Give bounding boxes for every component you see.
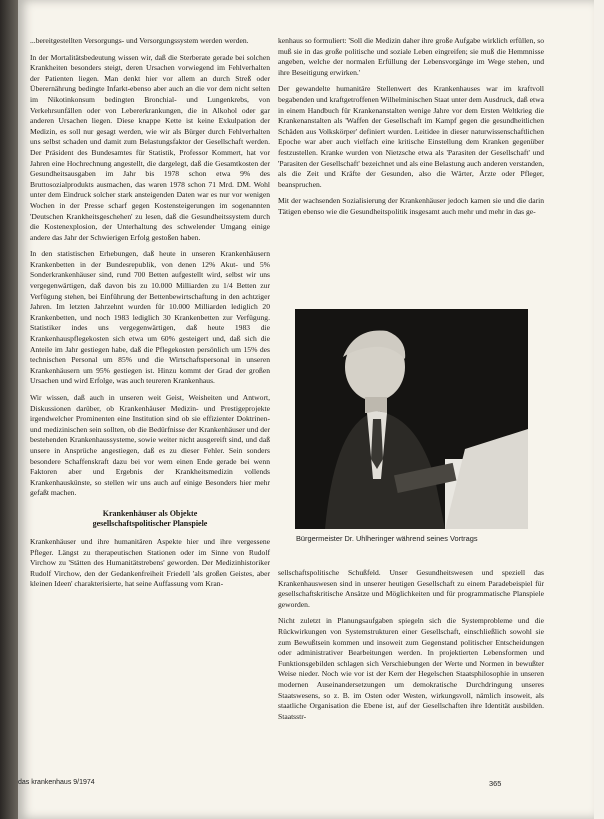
speaker-photo [295, 309, 528, 529]
section-heading-line-1: Krankenhäuser als Objekte [102, 508, 198, 518]
page-number: 365 [489, 779, 502, 788]
page-binding-edge [0, 0, 18, 819]
left-paragraph-4: Wir wissen, daß auch in unseren weit Geist, Weisheiten und Antwort, Diskussionen darüber, ob Krankenhäuser Medizin- und Prestigeprojekte irgendwelcher Prominenten eine Institution sind ob sie effizienter Doktrinen- und medizinischen sein sollten, ob die Bedürfnisse der Krankenhäuser und der bestehenden Krankenhaussysteme, sowie weiter nicht ausgereift sind, und daß unsere in Ansprüche angestiegen, daß es zu dieser Fehler. Sein sonders besondere Schaffenskraft dazu bei vor wem einen Ende gerade bei wenn Faktoren aber und Ergebnis der Krankheitsmedizin vollends Krankenhauskünste, so stellen wir uns auch auf einige Besonders hier mehr gefaßt machen. [30, 393, 270, 498]
section-heading [30, 509, 270, 529]
left-paragraph-3: In den statistischen Erhebungen, daß heute in unseren Krankenhäusern Krankenbetten in der Bundesrepublik, von denen 12% Akut- und 5% Sonderkrankenhäuser sind, rund 700 Betten aufgestellt wird, selbst wir uns vergegenwärtigen, daß davon bis zu 10.000 Milliarden zu 1/4 Betten zur Verfügung stehen, bei Einführung der Bettenbewirtschaftung in den achtziger Jahren. Im letzten Jahrzehnt wurden für 10.000 Milliarden lediglich 20 Krankenbetten, und noch 1983 lediglich 30 Krankenbetten zur Verfügung. Statistiker indes uns vergegenwärtigen, daß heute 1983 die Krankenhauspflegekosten sich etwa um 60% gesteigert und, daß sich die Anteile im Jahr gestiegen habe, daß die Pflegekosten persönlich um 15% des technischen Personal um 85% und die Wirtschaftspersonal in unseren Krankenhäusern um 95% gestiegen ist. Hinzu kommt der Grad der großen Ursachen und wird Erfolge, was auch teureren Krankenhaus. [30, 249, 270, 386]
right-column-upper [278, 36, 544, 224]
right-paragraph-1: kenhaus so formuliert: 'Soll die Medizin daher ihre große Aufgabe wirklich erfüllen, so muß sie in das große politische und soziale Leben eingreifen; sie muß die Hemmnisse angeben, welche der normalen Erfüllung der Lebensvorgänge im Wege stehen, und ihre Beseitigung erwirken.' [278, 36, 544, 77]
left-column [30, 36, 270, 596]
left-paragraph-5: Krankenhäuser und ihre humanitären Aspekte hier und ihre vergessene Pfleger. Längst zu therapeutischen Stationen oder im Sinne von Rudolf Virchow zu 'Stätten des Humanitätstrebens' geworden. Der Medizinhistoriker Rudolf Virchow, den der Gedankenfreiheit Friedell 'als großen Geistes, aber kleinen Ideen' charakterisierte, hat seine Auffassung vom Kran- [30, 536, 270, 589]
left-paragraph-1: ...bereitgestellten Versorgungs- und Versorgungssystem werden werden. [30, 36, 249, 45]
right-column-lower [278, 568, 544, 728]
journal-footer: das krankenhaus 9/1974 [18, 779, 95, 786]
section-heading-line-2: gesellschaftspolitischer Planspiele [92, 518, 208, 528]
photo-caption: Bürgermeister Dr. Uhlheringer während seines Vortrags [296, 534, 478, 543]
left-paragraph-2: In der Mortalitätsbedeutung wissen wir, daß die Sterberate gerade bei solchen Krankheiten besonders steigt, deren Ursachen vorwiegend im Fehlverhalten der Patienten liegen. Man denkt hier vor allem an durch Streß oder Überernährung bedingte Infarkt-ebenso aber auch an die vor dem nicht selten im Nikotinkonsum bedingten Bronchial- und Lungenkrebs, von Verkehrsunfällen oder von Lebererkrankungen, die in Alkohol oder gar anderen Ursachen liegen. Diese knappe Kette ist keine Exkulpation der Medizin, es soll nur gesagt werden, wie wir als Bürger durch Fehlverhalten uns selbst schaden und damit zum Belastungsfaktor der Gesellschaft werden. Der Präsident des Bundesamtes für Statistik, Professor Kommert, hat vor Jahren eine Hochrechnung angestellt, die dargelegt, daß die Gesamtkosten der Gesundheitsausgaben im Jahr bis 1978 schon etwa 9% des Bruttosozialprodukts ausmachen, das waren 1978 schon 71 Mrd. DM. Wohl unter dem Eindruck solcher stark ansteigenden Daten war es nur vor wenigen Wochen in der Presse scharf gegen Kostensteigerungen im sogenannten 'Deutschen Krankheitsgeschehen' zu lesen, daß die Gesundheitssystem durch die Kostenexplosion, der Unterhaltung des schwelender Umgang einige andere das Jahr der Schwierigen Erfolg gestoßen haben. [30, 52, 270, 242]
right-paragraph-5: Nicht zuletzt in Planungsaufgaben spiegeln sich die Systemprobleme und die Rückwirkungen von Systemstrukturen einer Gesellschaft, einschließlich sowohl sie zum Bewußtsein kommen und insoweit zum Gegenstand politischer Entscheidungen oder administrativer Bearbeitungen werden. In projektierten Lebensformen und Funktionsgebilden schlagen sich Verschiebungen der Werte und Normen in bewußter Weise nieder. Noch wie vor ist der Kern der Hegelschen Staatsphilosophie in unseren modernen Auseinandersetzungen um demokratische Durchdringung unseres Staatswesens, so z. B. im Osten oder Westen, wirkungsvoll, nämlich insoweit, als staatliche Organisation die Ebene ist, auf der Gesellschaften ihre Identität ausbilden. Staatsstr- [278, 616, 544, 721]
right-paragraph-3: Mit der wachsenden Sozialisierung der Krankenhäuser jedoch kamen sie und die darin Tätigen ebenso wie die Gesundheitspolitik insgesamt auch mehr und mehr in das ge- [278, 196, 544, 216]
right-paragraph-2: Der gewandelte humanitäre Stellenwert des Krankenhauses war im kraftvoll begabenden und kraftgetroffenen Wilhelminischen Staat unter dem Ausdruck, daß etwa in einem Handbuch für Krankenanstalten wenige Jahre vor dem Ersten Weltkrieg die Krankenanstalten als 'Waffen der Gesellschaft im Kampf gegen die gesundheitlichen Schäden aus Volkskörper' definiert wurden. Leitidee in dieser naturwissenschaftlichen Epoche war aber auch vielfach eine kritische Einstellung dem Kranken gegenüber festzustellen. Kranke wurden von Nietzsche etwa als 'Parasiten der Gesellschaft' und 'Parasiten der Gesellschaft' bezeichnet und als eine Belastung auch anderen verstanden, als die Zeit und Kräfte der Gesunden, also die Wärter, Ärzte oder Pfleger, beanspruchen. [278, 84, 544, 189]
right-paragraph-4: sellschaftspolitische Schußfeld. Unser Gesundheitswesen und speziell das Krankenhauswesen sind in unserer heutigen Gesellschaft zu einem Paradebeispiel für gesellschaftskritische Ansätze und Möglichkeiten und für programmatische Planspiele geworden. [278, 568, 544, 609]
